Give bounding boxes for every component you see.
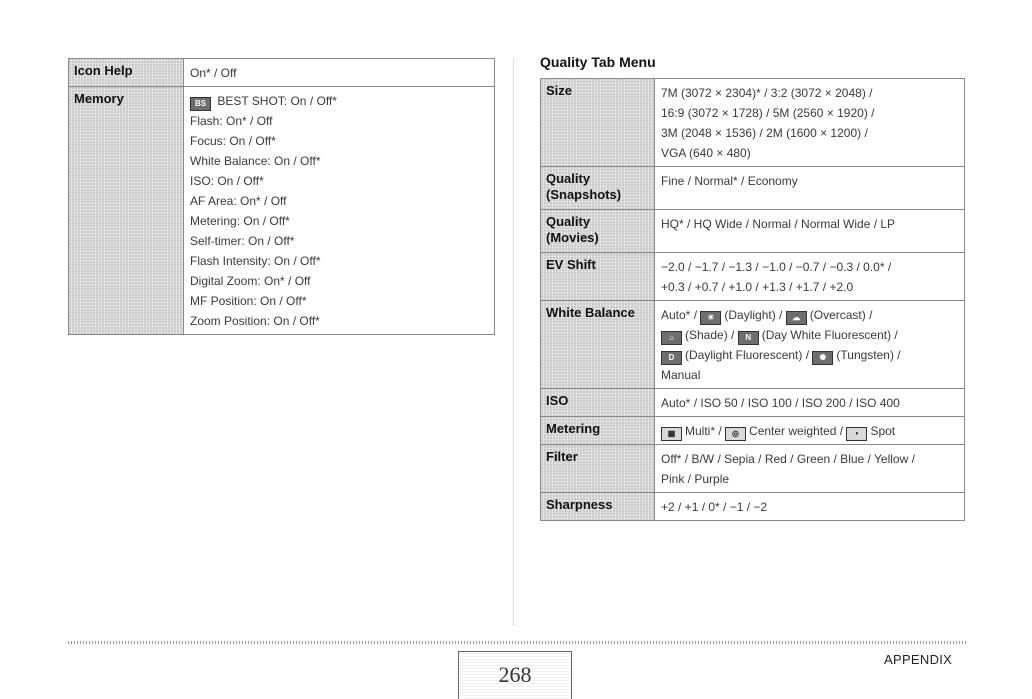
value-line: Self-timer: On / Off* bbox=[190, 234, 295, 248]
value-text: Auto* / bbox=[661, 308, 698, 322]
header-line: Quality bbox=[546, 214, 591, 229]
row-header-iso: ISO bbox=[541, 389, 655, 417]
row-header-sharpness: Sharpness bbox=[541, 493, 655, 521]
row-value-sharpness bbox=[655, 493, 965, 521]
value-line: HQ* / HQ Wide / Normal / Normal Wide / LP bbox=[661, 217, 896, 231]
row-header-filter: Filter bbox=[541, 445, 655, 493]
table-row bbox=[541, 417, 965, 445]
value-line: Digital Zoom: On* / Off bbox=[190, 274, 311, 288]
value-line: Zoom Position: On / Off* bbox=[190, 314, 320, 328]
best-shot-icon: BS bbox=[190, 97, 211, 111]
value-line: ISO: On / Off* bbox=[190, 174, 264, 188]
value-line: −2.0 / −1.7 / −1.3 / −1.0 / −0.7 / −0.3 / 0.0* / bbox=[661, 260, 892, 274]
row-header-metering: Metering bbox=[541, 417, 655, 445]
section-label: APPENDIX bbox=[884, 652, 953, 667]
quality-tab-table bbox=[540, 78, 965, 521]
row-value-white-balance bbox=[655, 301, 965, 389]
table-row bbox=[541, 493, 965, 521]
value-line: VGA (640 × 480) bbox=[661, 146, 751, 160]
value-line bbox=[661, 325, 958, 345]
value-text: (Shade) / bbox=[685, 328, 735, 342]
daylight-icon: ☀ bbox=[700, 311, 721, 325]
value-text: (Overcast) / bbox=[809, 308, 873, 322]
multi-metering-icon: ▦ bbox=[661, 427, 682, 441]
value-line: Metering: On / Off* bbox=[190, 214, 290, 228]
value-text: BEST SHOT: On / Off* bbox=[217, 94, 337, 108]
value-line: Flash Intensity: On / Off* bbox=[190, 254, 321, 268]
value-line bbox=[661, 345, 958, 365]
value-line: White Balance: On / Off* bbox=[190, 154, 321, 168]
value-text: Spot bbox=[870, 424, 896, 438]
value-line: Auto* / ISO 50 / ISO 100 / ISO 200 / ISO 400 bbox=[661, 396, 900, 410]
page-number-box bbox=[458, 651, 572, 699]
header-line: (Snapshots) bbox=[546, 187, 622, 202]
row-header-icon-help: Icon Help bbox=[69, 59, 184, 87]
page-number: 268 bbox=[498, 662, 532, 687]
table-row bbox=[541, 253, 965, 301]
row-value-quality-snapshots bbox=[655, 167, 965, 210]
value-text: (Daylight Fluorescent) / bbox=[685, 348, 810, 362]
center-weighted-icon: ◎ bbox=[725, 427, 746, 441]
row-value-metering bbox=[655, 417, 965, 445]
row-header-memory: Memory bbox=[69, 87, 184, 335]
table-row bbox=[69, 59, 495, 87]
row-header-quality-movies bbox=[541, 210, 655, 253]
value-text: Center weighted / bbox=[749, 424, 844, 438]
value-text: (Tungsten) / bbox=[836, 348, 901, 362]
header-line: (Movies) bbox=[546, 230, 599, 245]
row-value-size bbox=[655, 79, 965, 167]
value-line: Pink / Purple bbox=[661, 472, 730, 486]
row-header-quality-snapshots bbox=[541, 167, 655, 210]
value-line: Focus: On / Off* bbox=[190, 134, 276, 148]
value-text: (Daylight) / bbox=[724, 308, 783, 322]
value-line: Manual bbox=[661, 368, 701, 382]
daylight-fluorescent-icon: D bbox=[661, 351, 682, 365]
shade-icon: ⌂ bbox=[661, 331, 682, 345]
row-value-icon-help bbox=[184, 59, 495, 87]
table-row bbox=[541, 445, 965, 493]
tungsten-icon: ✺ bbox=[812, 351, 833, 365]
row-value-filter bbox=[655, 445, 965, 493]
value-line: AF Area: On* / Off bbox=[190, 194, 287, 208]
row-value-iso bbox=[655, 389, 965, 417]
value-line: On* / Off bbox=[190, 66, 237, 80]
value-line: 7M (3072 × 2304)* / 3:2 (3072 × 2048) / bbox=[661, 86, 873, 100]
overcast-icon: ☁ bbox=[786, 311, 807, 325]
value-line: Off* / B/W / Sepia / Red / Green / Blue / Yellow / bbox=[661, 452, 915, 466]
row-value-quality-movies bbox=[655, 210, 965, 253]
value-text: Multi* / bbox=[685, 424, 722, 438]
value-line bbox=[661, 421, 958, 441]
value-line: Fine / Normal* / Economy bbox=[661, 174, 798, 188]
column-divider bbox=[513, 60, 514, 625]
value-text: (Day White Fluorescent) / bbox=[761, 328, 898, 342]
footer-rule bbox=[68, 641, 966, 644]
row-value-memory bbox=[184, 87, 495, 335]
value-line: +2 / +1 / 0* / −1 / −2 bbox=[661, 500, 768, 514]
row-header-size: Size bbox=[541, 79, 655, 167]
table-row bbox=[541, 167, 965, 210]
quality-tab-title: Quality Tab Menu bbox=[540, 54, 656, 70]
row-header-ev-shift: EV Shift bbox=[541, 253, 655, 301]
table-row bbox=[541, 79, 965, 167]
value-line: 16:9 (3072 × 1728) / 5M (2560 × 1920) / bbox=[661, 106, 875, 120]
value-line: 3M (2048 × 1536) / 2M (1600 × 1200) / bbox=[661, 126, 868, 140]
value-line: MF Position: On / Off* bbox=[190, 294, 307, 308]
table-row bbox=[541, 301, 965, 389]
table-row bbox=[541, 389, 965, 417]
spot-metering-icon: • bbox=[846, 427, 867, 441]
value-line bbox=[661, 305, 958, 325]
value-line bbox=[190, 91, 488, 111]
value-line: +0.3 / +0.7 / +1.0 / +1.3 / +1.7 / +2.0 bbox=[661, 280, 854, 294]
value-line: Flash: On* / Off bbox=[190, 114, 273, 128]
header-line: Quality bbox=[546, 171, 591, 186]
row-value-ev-shift bbox=[655, 253, 965, 301]
day-white-fluorescent-icon: N bbox=[738, 331, 759, 345]
table-row bbox=[541, 210, 965, 253]
table-row bbox=[69, 87, 495, 335]
settings-memory-table bbox=[68, 58, 495, 335]
row-header-white-balance: White Balance bbox=[541, 301, 655, 389]
